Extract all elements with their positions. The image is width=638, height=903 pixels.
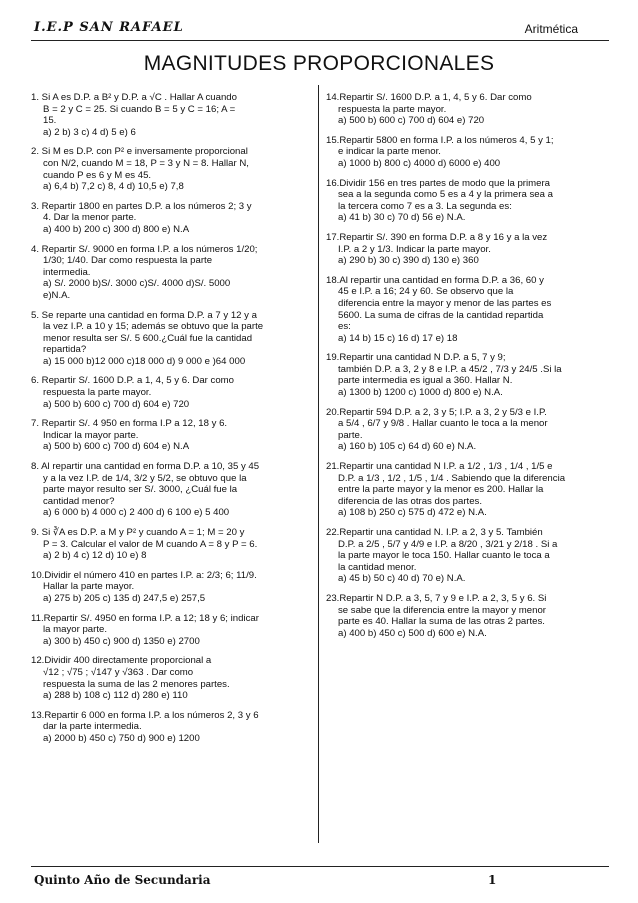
question-text-line: parte.	[338, 429, 363, 441]
answer-options: a) 500 b) 600 c) 700 d) 604 e) 720	[338, 115, 485, 127]
question-text-line: y a la vez I.P. de 1/4, 3/2 y 5/2, se obtuvo que la	[43, 472, 247, 484]
question-text-line: con N/2, cuando M = 18, P = 3 y N = 8. Hallar N,	[43, 157, 249, 169]
question-text-line: 15.	[43, 115, 57, 127]
question-item	[31, 710, 314, 745]
question-text-line: se sabe que la diferencia entre la mayor y menor	[338, 604, 546, 616]
question-item	[326, 135, 609, 170]
question-text-line: 1/30; 1/40. Dar como respuesta la parte	[43, 255, 213, 267]
answer-options: a) S/. 2000 b)S/. 3000 c)S/. 4000 d)S/. 5000	[43, 278, 231, 290]
question-text-line: 5600. La suma de cifras de la cantidad repartida	[338, 309, 544, 321]
answer-options: a) 160 b) 105 c) 64 d) 60 e) N.A.	[338, 441, 477, 453]
answer-options: a) 500 b) 600 c) 700 d) 604 e) N.A	[43, 441, 190, 453]
footer-rule	[31, 866, 609, 867]
question-text: 14.Repartir S/. 1600 D.P. a 1, 4, 5 y 6. Dar como	[326, 92, 532, 103]
question-text: 18.Al repartir una cantidad en forma D.P. a 36, 60 y	[326, 274, 544, 286]
answer-options: a) 2 b) 4 c) 12 d) 10 e) 8	[43, 550, 147, 562]
question-text: 15.Repartir 5800 en forma I.P. a los números 4, 5 y 1;	[326, 134, 554, 146]
question-item	[31, 418, 314, 453]
question-text: 3. Repartir 1800 en partes D.P. a los números 2; 3 y	[31, 200, 252, 212]
question-text-line: dar la parte intermedia.	[43, 721, 142, 733]
question-text: 21.Repartir una cantidad N I.P. a 1/2 , 1/3 , 1/4 , 1/5 e	[326, 461, 553, 473]
page-title: MAGNITUDES PROPORCIONALES	[143, 52, 495, 75]
question-text: 23.Repartir N D.P. a 3, 5, 7 y 9 e I.P. a 2, 3, 5 y 6. Si	[326, 592, 547, 604]
answer-options: a) 400 b) 200 c) 300 d) 800 e) N.A	[43, 223, 190, 235]
question-text-line: parte es 40. Hallar la suma de las otras 2 partes.	[338, 616, 545, 628]
question-text-line: respuesta la parte mayor.	[338, 103, 447, 115]
answer-options: a) 6,4 b) 7,2 c) 8, 4 d) 10,5 e) 7,8	[43, 181, 184, 193]
question-text: 9. Si ∛A es D.P. a M y P² y cuando A = 1; M = 20 y	[31, 527, 245, 538]
question-text: 7. Repartir S/. 4 950 en forma I.P a 12, 18 y 6.	[31, 418, 228, 430]
question-text: 13.Repartir 6 000 en forma I.P. a los números 2, 3 y 6	[31, 709, 259, 721]
question-text: 16.Dividir 156 en tres partes de modo que la primera	[326, 177, 550, 189]
question-text-line: la parte mayor le toca 150. Hallar cuanto le toca a	[338, 550, 550, 562]
school-name: I.E.P SAN RAFAEL	[34, 20, 184, 35]
question-text-line: respuesta la parte mayor.	[43, 387, 152, 399]
right-column	[326, 92, 609, 647]
question-text: 17.Repartir S/. 390 en forma D.P. a 8 y 16 y a la vez	[326, 231, 548, 243]
question-text-line: la mayor parte.	[43, 624, 107, 636]
page-number: 1	[488, 873, 497, 887]
question-text-line: entre la parte mayor y la menor es 200. Hallar la	[338, 484, 544, 496]
question-item	[326, 232, 609, 267]
question-text-line: sea a la segunda como 5 es a 4 y la primera sea a	[338, 189, 553, 201]
question-text: 22.Repartir una cantidad N. I.P. a 2, 3 y 5. También	[326, 527, 543, 538]
question-item	[31, 375, 314, 410]
question-item	[326, 527, 609, 585]
answer-options: a) 15 000 b)12 000 c)18 000 d) 9 000 e )64 000	[43, 355, 246, 367]
question-item	[31, 613, 314, 648]
answer-options: a) 45 b) 50 c) 40 d) 70 e) N.A.	[338, 573, 466, 585]
question-text-line: D.P. a 2/5 , 5/7 y 4/9 e I.P. a 8/20 , 3/21 y 2/18 . Si a	[338, 538, 558, 550]
question-text-line: parte mayor resulto ser S/. 3000, ¿Cuál fue la	[43, 484, 238, 496]
answer-options: a) 2 b) 3 c) 4 d) 5 e) 6	[43, 126, 136, 138]
question-text-line: repartida?	[43, 344, 87, 356]
question-text-line: √12 ; √75 ; √147 y √363 . Dar como	[43, 666, 194, 678]
question-item	[326, 593, 609, 639]
question-text-line: respuesta la suma de las 2 menores partes.	[43, 678, 230, 690]
question-item	[31, 201, 314, 236]
question-text-line: Hallar la parte mayor.	[43, 581, 135, 593]
question-item	[31, 570, 314, 605]
question-text-line: es:	[338, 321, 351, 333]
left-column	[31, 92, 314, 753]
question-text: 5. Se reparte una cantidad en forma D.P. a 7 y 12 y a	[31, 309, 257, 321]
question-text: 2. Si M es D.P. con P² e inversamente proporcional	[31, 146, 248, 158]
answer-options: a) 500 b) 600 c) 700 d) 604 e) 720	[43, 398, 190, 410]
answer-options: a) 288 b) 108 c) 112 d) 280 e) 110	[43, 690, 188, 702]
question-text: 4. Repartir S/. 9000 en forma I.P. a los números 1/20;	[31, 243, 258, 255]
answer-options: a) 290 b) 30 c) 390 d) 130 e) 360	[338, 255, 479, 267]
question-item	[31, 655, 314, 701]
question-text: 6. Repartir S/. 1600 D.P. a 1, 4, 5 y 6. Dar como	[31, 375, 234, 387]
question-text-line: cantidad menor?	[43, 495, 115, 507]
question-text-line: 4. Dar la menor parte.	[43, 212, 137, 224]
question-text-line: la tercera como 7 es a 3. La segunda es:	[338, 200, 512, 212]
question-text: 11.Repartir S/. 4950 en forma I.P. a 12; 18 y 6; indicar	[31, 612, 259, 624]
question-text-line: e indicar la parte menor.	[338, 146, 441, 158]
question-item	[31, 92, 314, 138]
question-text: 8. Al repartir una cantidad en forma D.P. a 10, 35 y 45	[31, 461, 260, 473]
question-text-line: intermedia.	[43, 266, 91, 278]
question-text: 1. Si A es D.P. a B² y D.P. a √C . Hallar A cuando	[31, 92, 237, 103]
question-item	[326, 461, 609, 519]
question-text-line: diferencia de las otras dos partes.	[338, 495, 482, 507]
question-text-line: la vez I.P. a 10 y 15; además se obtuvo que la parte	[43, 321, 264, 333]
question-text-line: cuando P es 6 y M es 45.	[43, 169, 152, 181]
header-rule	[31, 40, 609, 41]
subject-label: Aritmética	[524, 22, 578, 36]
question-item	[31, 310, 314, 368]
question-text-line: parte intermedia es igual a 360. Hallar N.	[338, 375, 513, 387]
question-item	[326, 407, 609, 453]
question-text-line: la cantidad menor.	[338, 561, 417, 573]
question-item	[31, 461, 314, 519]
question-text: 10.Dividir el número 410 en partes I.P. a: 2/3; 6; 11/9.	[31, 569, 257, 581]
answer-options: a) 275 b) 205 c) 135 d) 247,5 e) 257,5	[43, 592, 206, 604]
answer-options: a) 2000 b) 450 c) 750 d) 900 e) 1200	[43, 732, 200, 744]
column-divider	[318, 85, 319, 843]
question-item	[31, 527, 314, 562]
question-text: 12.Dividir 400 directamente proporcional a	[31, 655, 212, 667]
answer-options: a) 1000 b) 800 c) 4000 d) 6000 e) 400	[338, 157, 501, 169]
question-item	[326, 352, 609, 398]
answer-options: a) 14 b) 15 c) 16 d) 17 e) 18	[338, 332, 458, 344]
question-item	[326, 275, 609, 345]
answer-options: a) 41 b) 30 c) 70 d) 56 e) N.A.	[338, 212, 466, 224]
question-item	[31, 244, 314, 302]
question-text: 20.Repartir 594 D.P. a 2, 3 y 5; I.P. a 3, 2 y 5/3 e I.P.	[326, 406, 547, 418]
footer-course: Quinto Año de Secundaria	[34, 873, 211, 887]
question-item	[326, 178, 609, 224]
answer-options: a) 6 000 b) 4 000 c) 2 400 d) 6 100 e) 5 400	[43, 507, 230, 519]
question-text-line: I.P. a 2 y 1/3. Indicar la parte mayor.	[338, 243, 491, 255]
answer-options: a) 1300 b) 1200 c) 1000 d) 800 e) N.A.	[338, 387, 503, 399]
answer-options: a) 300 b) 450 c) 900 d) 1350 e) 2700	[43, 635, 200, 647]
question-text-line: menor resulta ser S/. 5 600.¿Cuál fue la cantidad	[43, 332, 253, 344]
question-text-line: P = 3. Calcular el valor de M cuando A = 8 y P = 6.	[43, 538, 258, 550]
answer-options: a) 108 b) 250 c) 575 d) 472 e) N.A.	[338, 507, 487, 519]
question-item	[31, 146, 314, 192]
question-text: 19.Repartir una cantidad N D.P. a 5, 7 y 9;	[326, 352, 506, 364]
question-text-line: D.P. a 1/3 , 1/2 , 1/5 , 1/4 . Sabiendo que la diferencia	[338, 472, 566, 484]
question-item	[326, 92, 609, 127]
answer-options: a) 400 b) 450 c) 500 d) 600 e) N.A.	[338, 627, 487, 639]
question-text-line: Indicar la mayor parte.	[43, 429, 139, 441]
question-text-line: diferencia entre la mayor y menor de las partes es	[338, 297, 552, 309]
question-text-line: también D.P. a 3, 2 y 8 e I.P. a 45/2 , 7/3 y 24/5 .Si la	[338, 363, 562, 375]
question-text-line: e)N.A.	[43, 289, 71, 301]
question-text-line: 45 e I.P. a 16; 24 y 60. Se observo que la	[338, 286, 514, 298]
question-text-line: B = 2 y C = 25. Si cuando B = 5 y C = 16; A =	[43, 103, 236, 115]
question-text-line: a 5/4 , 6/7 y 9/8 . Hallar cuanto le toca a la menor	[338, 418, 548, 430]
